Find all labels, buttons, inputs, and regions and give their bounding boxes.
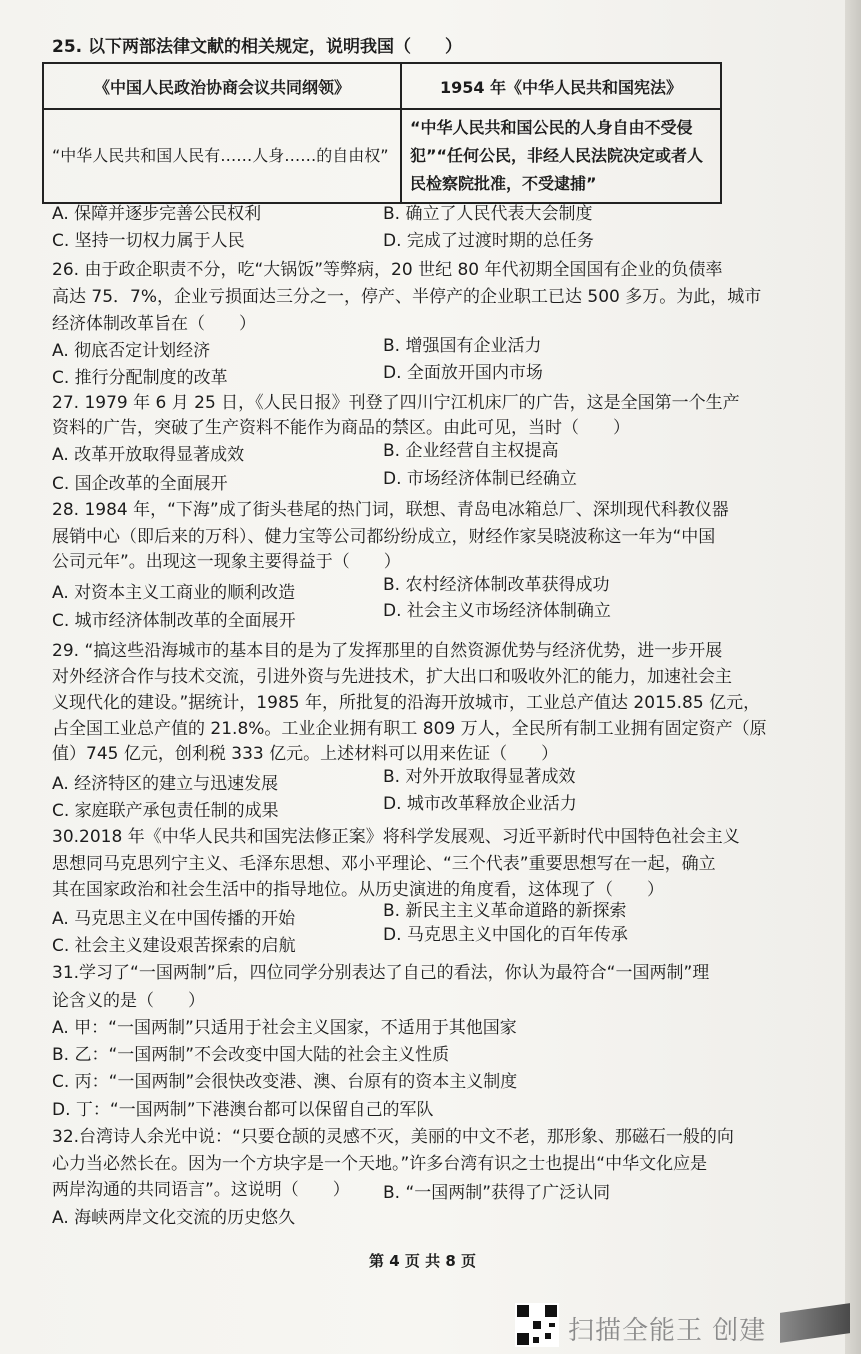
q26-line-1: 26. 由于政企职责不分，吃“大锅饭”等弊病，20 世纪 80 年代初期全国国有企业的负债率: [52, 260, 723, 280]
q32-line-1: 32.台湾诗人余光中说：“只要仓颉的灵感不灭，美丽的中文不老，那形象、那磁石一般的向: [52, 1127, 734, 1147]
qr-code-icon: [515, 1303, 559, 1347]
q29-line-3: 义现代化的建设。”据统计，1985 年，所批复的沿海开放城市，工业总产值达 2015.85 亿元，: [52, 693, 761, 713]
q28-line-3: 公司元年”。出现这一现象主要得益于（ ）: [52, 552, 401, 572]
q27-option-a: A. 改革开放取得显著成效: [52, 445, 245, 465]
q25-option-b: B. 确立了人民代表大会制度: [383, 204, 593, 224]
q28-option-a: A. 对资本主义工商业的顺利改造: [52, 583, 296, 603]
page-shadow-edge: [845, 0, 861, 1354]
q28-option-b: B. 农村经济体制改革获得成功: [383, 575, 610, 595]
q28-option-d: D. 社会主义市场经济体制确立: [383, 601, 611, 621]
q30-line-1: 30.2018 年《中华人民共和国宪法修正案》将科学发展观、习近平新时代中国特色社会主义: [52, 827, 740, 847]
q27-option-b: B. 企业经营自主权提高: [383, 441, 559, 461]
q30-option-d: D. 马克思主义中国化的百年传承: [383, 925, 628, 945]
q29-option-d: D. 城市改革释放企业活力: [383, 794, 577, 814]
q26-option-b: B. 增强国有企业活力: [383, 336, 542, 356]
q26-line-3: 经济体制改革旨在（ ）: [52, 314, 256, 334]
q28-option-c: C. 城市经济体制改革的全面展开: [52, 611, 296, 631]
q26-option-c: C. 推行分配制度的改革: [52, 368, 228, 388]
q27-option-d: D. 市场经济体制已经确立: [383, 469, 577, 489]
q29-line-5: 值）745 亿元，创利税 333 亿元。上述材料可以用来佐证（ ）: [52, 744, 559, 764]
page-number-footer: 第 4 页 共 8 页: [369, 1252, 476, 1270]
table-header-1954-constitution: 1954 年《中华人民共和国宪法》: [401, 63, 721, 109]
table-header-common-program: 《中国人民政治协商会议共同纲领》: [43, 63, 401, 109]
q25-option-a: A. 保障并逐步完善公民权利: [52, 204, 262, 224]
q28-line-2: 展销中心（即后来的万科）、健力宝等公司都纷纷成立，财经作家吴晓波称这一年为“中国: [52, 527, 716, 547]
q28-line-1: 28. 1984 年，“下海”成了街头巷尾的热门词，联想、青岛电冰箱总厂、深圳现代科教仪器: [52, 500, 729, 520]
q26-option-d: D. 全面放开国内市场: [383, 363, 543, 383]
q32-line-2: 心力当必然长在。因为一个方块字是一个天地。”许多台湾有识之士也提出“中华文化应是: [52, 1154, 708, 1174]
q29-line-1: 29. “搞这些沿海城市的基本目的是为了发挥那里的自然资源优势与经济优势，进一步开展: [52, 641, 723, 661]
q27-line-2: 资料的广告，突破了生产资料不能作为商品的禁区。由此可见，当时（ ）: [52, 418, 630, 438]
q29-line-4: 占全国工业总产值的 21.8%。工业企业拥有职工 809 万人，全民所有制工业拥有固定资产（原: [52, 719, 767, 739]
q31-line-1: 31.学习了“一国两制”后，四位同学分别表达了自己的看法，你认为最符合“一国两制”理: [52, 963, 710, 983]
q30-option-c: C. 社会主义建设艰苦探索的启航: [52, 936, 296, 956]
q30-line-3: 其在国家政治和社会生活中的指导地位。从历史演进的角度看，这体现了（ ）: [52, 880, 664, 900]
q31-option-a: A. 甲：“一国两制”只适用于社会主义国家，不适用于其他国家: [52, 1018, 517, 1038]
q31-option-c: C. 丙：“一国两制”会很快改变港、澳、台原有的资本主义制度: [52, 1072, 518, 1092]
q32-line-3: 两岸沟通的共同语言”。这说明（ ）: [52, 1180, 350, 1200]
q27-line-1: 27. 1979 年 6 月 25 日，《人民日报》刊登了四川宁江机床厂的广告，这是全国第一个生产: [52, 393, 740, 413]
q25-stem: 25. 以下两部法律文献的相关规定，说明我国（ ）: [52, 37, 463, 57]
q30-option-a: A. 马克思主义在中国传播的开始: [52, 909, 296, 929]
q31-option-d: D. 丁：“一国两制”下港澳台都可以保留自己的军队: [52, 1100, 434, 1120]
q30-line-2: 思想同马克思列宁主义、毛泽东思想、邓小平理论、“三个代表”重要思想写在一起，确立: [52, 854, 716, 874]
law-comparison-table: [42, 62, 722, 204]
q26-option-a: A. 彻底否定计划经济: [52, 341, 211, 361]
q26-line-2: 高达 75．7%，企业亏损面达三分之一，停产、半停产的企业职工已达 500 多万。为此，城市: [52, 287, 762, 307]
q31-option-b: B. 乙：“一国两制”不会改变中国大陆的社会主义性质: [52, 1045, 450, 1065]
q29-option-a: A. 经济特区的建立与迅速发展: [52, 774, 279, 794]
scanner-watermark: 扫描全能王 创建: [568, 1316, 767, 1346]
q29-option-b: B. 对外开放取得显著成效: [383, 767, 576, 787]
q32-option-b: B. “一国两制”获得了广泛认同: [383, 1183, 611, 1203]
table-cell-1954-constitution: “中华人民共和国公民的人身自由不受侵犯”“任何公民，非经人民法院决定或者人民检察院批准，不受逮捕”: [401, 109, 721, 203]
q29-option-c: C. 家庭联产承包责任制的成果: [52, 801, 279, 821]
q25-option-d: D. 完成了过渡时期的总任务: [383, 231, 594, 251]
table-cell-common-program: “中华人民共和国人民有……人身……的自由权”: [43, 109, 401, 203]
q29-line-2: 对外经济合作与技术交流，引进外资与先进技术，扩大出口和吸收外汇的能力，加速社会主: [52, 667, 732, 687]
q27-option-c: C. 国企改革的全面展开: [52, 474, 228, 494]
q30-option-b: B. 新民主主义革命道路的新探索: [383, 901, 627, 921]
q25-option-c: C. 坚持一切权力属于人民: [52, 231, 245, 251]
q31-line-2: 论含义的是（ ）: [52, 991, 205, 1011]
q32-option-a: A. 海峡两岸文化交流的历史悠久: [52, 1208, 296, 1228]
